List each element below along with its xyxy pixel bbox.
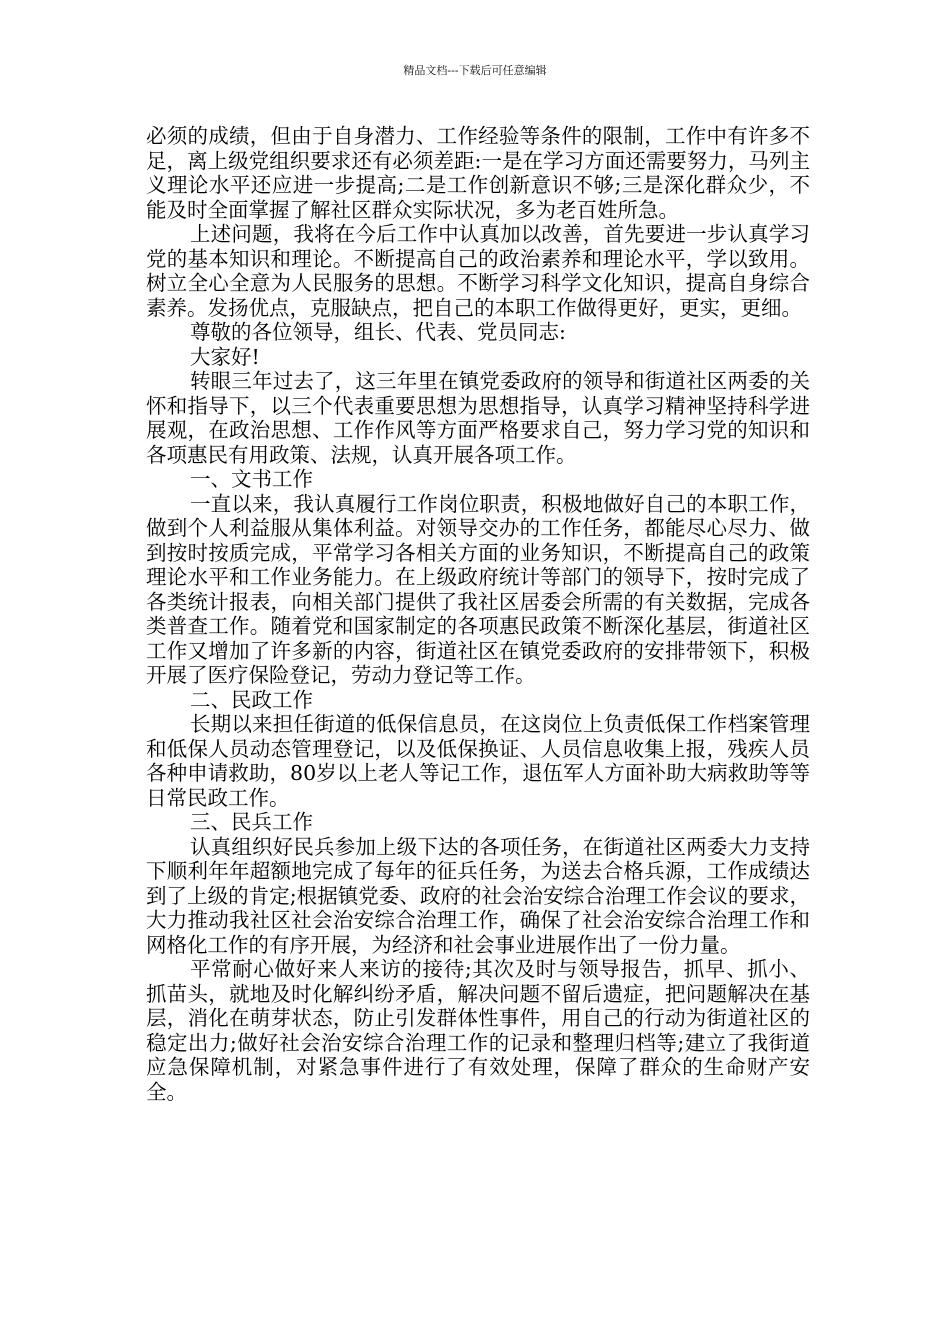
paragraph: 长期以来担任街道的低保信息员，在这岗位上负责低保工作档案管理和低保人员动态管理登记，以及低保换证、人员信息收集上报，残疾人员各种申请救助，80岁以上老人等记工作，退伍军人方面补助大病救助等等日常民政工作。: [146, 712, 810, 810]
section-heading: 三、民兵工作: [190, 810, 313, 834]
salutation: 尊敬的各位领导，组长、代表、党员同志:: [190, 320, 566, 344]
paragraph: 转眼三年过去了，这三年里在镇党委政府的领导和街道社区两委的关怀和指导下，以三个代表重要思想为思想指导，认真学习精神坚持科学进展观，在政治思想、工作作风等方面严格要求自己，努力学习党的知识和各项惠民有用政策、法规，认真开展各项工作。: [146, 369, 810, 467]
paragraph: 认真组织好民兵参加上级下达的各项任务，在街道社区两委大力支持下顺利年年超额地完成了每年的征兵任务，为送去合格兵源，工作成绩达到了上级的肯定;根据镇党委、政府的社会治安综合治理工作会议的要求，大力推动我社区社会治安综合治理工作，确保了社会治安综合治理工作和网格化工作的有序开展，为经济和社会事业进展作出了一份力量。: [146, 834, 810, 957]
paragraph: 必须的成绩，但由于自身潜力、工作经验等条件的限制，工作中有许多不足，离上级党组织要求还有必须差距:一是在学习方面还需要努力，马列主义理论水平还应进一步提高;二是工作创新意识不够;三是深化群众少，不能及时全面掌握了解社区群众实际状况，多为老百姓所急。: [146, 124, 810, 222]
paragraph: 平常耐心做好来人来访的接待;其次及时与领导报告，抓早、抓小、抓苗头，就地及时化解纠纷矛盾，解决问题不留后遗症，把问题解决在基层，消化在萌芽状态，防止引发群体性事件，用自己的行动为街道社区的稳定出力;做好社会治安综合治理工作的记录和整理归档等;建立了我街道应急保障机制，对紧急事件进行了有效处理，保障了群众的生命财产安全。: [146, 957, 810, 1104]
paragraph: 上述问题，我将在今后工作中认真加以改善，首先要进一步认真学习党的基本知识和理论。不断提高自己的政治素养和理论水平，学以致用。树立全心全意为人民服务的思想。不断学习科学文化知识，提高自身综合素养。发扬优点，克服缺点，把自己的本职工作做得更好，更实，更细。: [146, 222, 810, 320]
greeting: 大家好!: [190, 344, 260, 369]
section-heading: 二、民政工作: [190, 687, 313, 712]
page-header: 精品文档---下载后可任意编辑: [403, 64, 547, 77]
paragraph: 一直以来，我认真履行工作岗位职责，积极地做好自己的本职工作，做到个人利益服从集体利益。对领导交办的工作任务，都能尽心尽力、做到按时按质完成，平常学习各相关方面的业务知识，不断提高自己的政策理论水平和工作业务能力。在上级政府统计等部门的领导下，按时完成了各类统计报表，向相关部门提供了我社区居委会所需的有关数据，完成各类普查工作。随着党和国家制定的各项惠民政策不断深化基层，街道社区工作又增加了许多新的内容，街道社区在镇党委政府的安排带领下，积极开展了医疗保险登记，劳动力登记等工作。: [146, 491, 810, 687]
section-heading: 一、文书工作: [190, 467, 313, 491]
document-body: [146, 124, 810, 1104]
